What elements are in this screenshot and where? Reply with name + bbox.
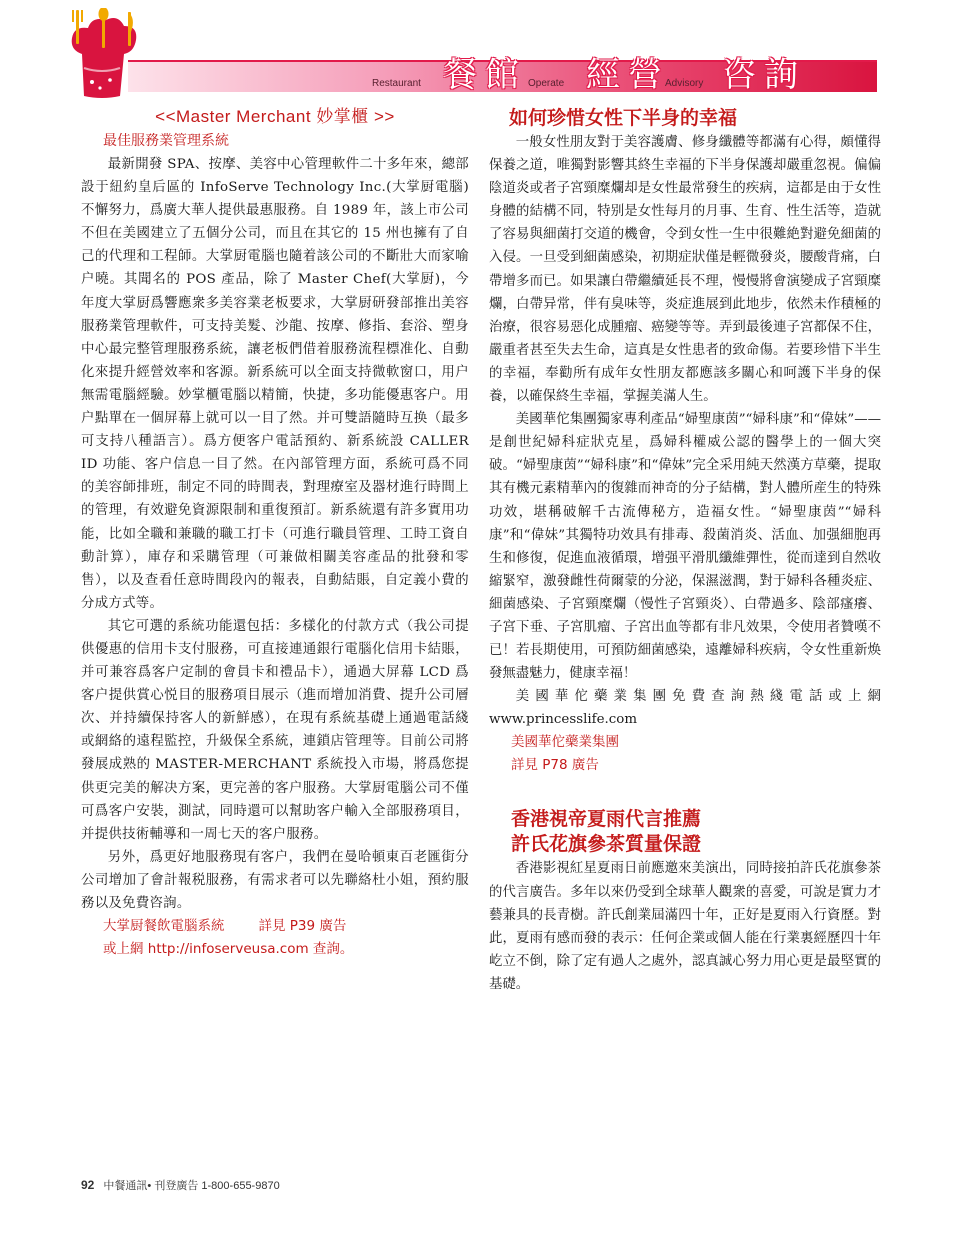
- left-paragraph-3: 另外，爲更好地服務現有客户，我們在曼哈頓東百老匯街分公司增加了會計報税服務，有需求者可以先聯絡杜小姐，預約服務以及免費咨詢。: [81, 849, 469, 911]
- right-ad-page: 詳見 P78 廣告: [511, 757, 599, 774]
- left-article-subtitle: 最佳服務業管理系統: [103, 133, 229, 149]
- header-title-2: 經營: [586, 55, 670, 95]
- promo-title-line-2: 許氏花旗參茶質量保證: [511, 833, 702, 856]
- right-paragraph-1: 一般女性朋友對于美容護膚、修身纖體等都滿有心得，頗懂得保養之道，唯獨對影響其終生幸福的下半身保護却嚴重忽視。偏偏陰道炎或者子宮頸糜爛却是女性最常發生的疾病，這都是由于女性身體的結構不同，特别是女性每月的月事、生育、性生活等，造就了容易與細菌打交道的機會，令到女性一生中很難絶對避免細菌的入侵。一旦受到細菌感染，初期症狀僅是輕微發炎，腰酸背痛，白帶增多而已。如果讓白帶繼續延長不理，慢慢將會演變成子宮頸糜爛，白帶异常，伴有臭味等，炎症進展到此地步，依然未作積極的治療，很容易惡化成腫瘤、癌變等等。弄到最後連子宮都保不住，嚴重者甚至失去生命，這真是女性患者的致命傷。若要珍惜下半生的幸福，奉勸所有成年女性朋友都應該多關心和呵護下半身的保養，以確保終生幸福，掌握美滿人生。: [489, 135, 881, 405]
- promo-title-line-1: 香港視帝夏雨代言推薦: [511, 808, 702, 831]
- header-word-advisory: Advisory: [665, 78, 704, 89]
- left-article: [81, 103, 469, 961]
- page-number: 92: [81, 1178, 95, 1192]
- header-title-1: 餐館: [443, 55, 527, 95]
- right-paragraph-3: 美國華佗藥業集團免費查詢熱綫電話或上網 www.princesslife.com: [489, 689, 881, 728]
- left-ad-page: 詳見 P39 廣告: [258, 918, 347, 935]
- left-ad-reference: [103, 915, 469, 938]
- left-paragraph-2: 其它可選的系統功能還包括：多樣化的付款方式（我公司提供優惠的信用卡支付服務，可直接連通銀行電腦化信用卡結賬，并可兼容爲客户定制的會員卡和禮品卡），通過大屏幕 LCD 爲客户提供賞心悦目的服務項目展示（進而增加消費、提升公司層次、并持續保持客人的新鮮感），在現有系統基礎上通過電話綫或網絡的遠程監控，升級保全系統，連鎖店管理等。目前公司將發展成熟的 MASTER-MERCHANT 系統投入市場，將爲您提供更完美的解决方案，更完善的客户服務。大掌厨電腦公司不僅可爲客户安裝，測試，同時還可以幫助客户輸入全部服務項目，并提供技術輔導和一周七天的客户服務。: [81, 618, 469, 842]
- right-article-title: 如何珍惜女性下半身的幸福: [509, 107, 738, 129]
- left-ad-website[interactable]: 或上網 http://infoserveusa.com 查詢。: [103, 941, 354, 958]
- right-ad-company: 美國華佗藥業集團: [511, 734, 619, 751]
- right-paragraph-4: 香港影視紅星夏雨日前應邀來美演出，同時接拍許氏花旗參茶的代言廣告。多年以來仍受到全球華人觀衆的喜愛，可說是實力才藝兼具的長青樹。許氏創業屆滿四十年，正好是夏雨入行資歷。對此，夏雨有感而發的表示：任何企業或個人能在行業裏經歷四十年屹立不倒，除了定有過人之處外，認真誠心努力用心更是最堅實的基礎。: [489, 861, 881, 992]
- left-paragraph-1: 最新開發 SPA、按摩、美容中心管理軟件二十多年來，總部設于紐約皇后區的 InfoServe Technology Inc.(大掌厨電腦)不懈努力，爲廣大華人提供最惠服務。自 1989 年，該上市公司不但在美國建立了五個分公司，而且在其它的 15 州也擁有了自己的代理和工程師。大掌厨電腦也隨着該公司的不斷壯大而家喻户曉。其聞名的 POS 產品，除了 Master Chef(大掌厨)，今年度大掌厨爲響應衆多美容業老板要求，大掌厨研發部推出美容服務業管理軟件，可支持美髮、沙龍、按摩、修指、套浴、塑身中心最完整管理服務系統，讓老板們借着服務流程標准化、自動化來提升經營效率和客源。新系統可以全面支持微軟窗口，用户無需電腦經驗。妙掌櫃電腦以精簡，快捷，多功能優惠客户。用户點單在一個屏幕上就可以一目了然。并可雙語隨時互换（最多可支持八種語言）。爲方便客户電話預約、新系統設 CALLER ID 功能、客户信息一目了然。在內部管理方面，系統可爲不同的美容師排班，制定不同的時間表，對理療室及器材進行時間上的管理，有效避免資源限制和重復預訂。新系統還有許多實用功能，比如全職和兼職的職工打卡（可進行職員管理、工時工資自動計算），庫存和采購管理（可兼做相關美容產品的批發和零售），以及查看任意時間段內的報表，自動結賬，自定義小費的分成方式等。: [81, 157, 469, 611]
- page-footer: [81, 1177, 280, 1193]
- header-title-3: 咨詢: [722, 55, 806, 95]
- right-article: [489, 103, 881, 996]
- footer-publication: 中餐通訊• 刊登廣告: [103, 1180, 199, 1192]
- header-word-operate: Operate: [528, 78, 565, 89]
- left-ad-product: 大掌厨餐飲電腦系統: [103, 918, 225, 935]
- left-article-title: <<Master Merchant 妙掌櫃 >>: [155, 107, 395, 126]
- footer-phone: 1-800-655-9870: [201, 1180, 280, 1192]
- page-header: [0, 0, 956, 100]
- header-word-restaurant: Restaurant: [372, 78, 421, 89]
- right-paragraph-2: 美國華佗集團獨家專利產品“婦聖康茵”“婦科康”和“偉妹”—— 是創世紀婦科症狀克星，爲婦科權威公認的醫學上的一個大突破。“婦聖康茵”“婦科康”和“偉妹”完全采用純天然漢方草藥，提取其有機元素精華內的復雜而神奇的分子結構，對人體所産生的特殊功效，堪稱破解千古流傳秘方，造福女性。“婦聖康茵”“婦科康”和“偉妹”其獨特功效具有排毒、殺菌消炎、活血、加强細胞再生和修復，促進血液循環，增强平滑肌纖維彈性，從而達到自然收縮緊窄，激發雌性荷爾蒙的分泌，保濕滋潤，對于婦科各種炎症、細菌感染、子宮頸糜爛（慢性子宮頸炎）、白帶過多、陰部瘙癢、子宮下垂、子宮肌瘤、子宮出血等都有非凡效果，令使用者贊嘆不已！若長期使用，可預防細菌感染，遠離婦科疾病，令女性重新焕發無盡魅力，健康幸福！: [489, 412, 881, 682]
